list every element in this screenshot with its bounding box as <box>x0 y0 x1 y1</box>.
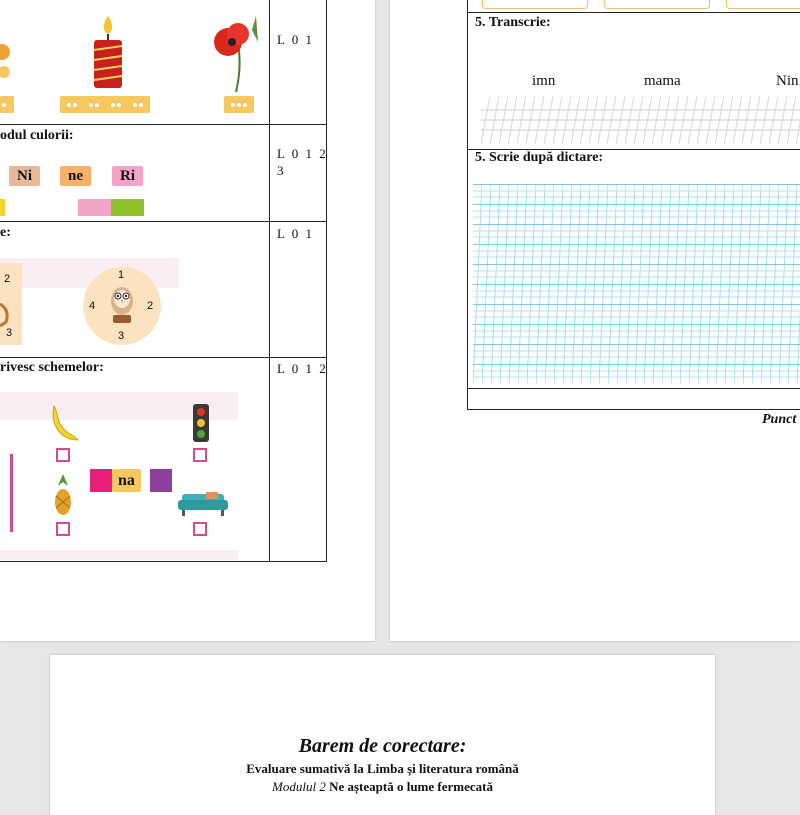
grading-title: Barem de corectare: <box>298 735 467 757</box>
partial-image-icon <box>0 30 14 80</box>
answer-box-2 <box>604 0 710 9</box>
checkbox-sofa[interactable] <box>193 522 207 536</box>
score-row-2-line-2: 3 <box>277 163 286 178</box>
transcribe-section <box>467 12 800 150</box>
handwriting-practice-lines-blue <box>473 184 800 384</box>
owl-partial-icon <box>0 300 14 330</box>
syllable-dots-poppy <box>224 96 254 113</box>
answer-box-3 <box>726 0 800 9</box>
module-title: Ne așteaptă o lume fermecată <box>329 779 493 794</box>
poppy-flower-icon <box>208 12 264 92</box>
checkbox-traffic-light[interactable] <box>193 448 207 462</box>
right-table-bottom-border <box>467 409 800 410</box>
word-imn: imn <box>532 73 556 89</box>
syllable-dots-candle <box>60 96 150 113</box>
row-4-title: rivesc schemelor: <box>0 360 104 375</box>
clock-face <box>83 267 161 345</box>
exercise-row-1 <box>0 0 327 125</box>
grading-subtitle: Evaluare sumativă la Limba și literatura română <box>246 761 519 776</box>
syllable-card-ne: ne <box>60 166 91 186</box>
clock-number-3: 3 <box>118 330 125 342</box>
dictation-title: 5. Scrie după dictare: <box>475 150 604 165</box>
grading-page <box>50 655 715 815</box>
grading-module-line <box>50 779 715 795</box>
traffic-light-icon <box>189 404 213 444</box>
dictation-section <box>467 148 800 389</box>
checkbox-banana[interactable] <box>56 448 70 462</box>
transcribe-title: 5. Transcrie: <box>475 15 551 30</box>
scheme-block-pink <box>90 469 112 492</box>
owl-icon <box>107 283 137 327</box>
clock-left-number-3: 3 <box>6 327 13 339</box>
color-bar-yellow <box>0 199 5 216</box>
scheme-pink-bar <box>10 454 13 532</box>
pineapple-icon <box>52 474 74 518</box>
syllable-card-ri: Ri <box>112 166 143 186</box>
clock-left-number-2: 2 <box>4 273 11 285</box>
syllable-card-ni: Ni <box>9 166 40 186</box>
banana-icon <box>48 404 80 444</box>
scheme-block-purple <box>150 469 172 492</box>
row-2-title: odul culorii: <box>0 128 74 143</box>
clock-number-4: 4 <box>89 300 96 312</box>
syllable-card-na: na <box>112 469 141 492</box>
color-bar-pink <box>78 199 111 216</box>
exercise-row-4 <box>0 357 327 562</box>
score-row-2 <box>277 145 328 179</box>
row-3-title: e: <box>0 225 11 240</box>
clock-number-1: 1 <box>118 269 125 281</box>
score-row-1: L 0 1 <box>277 32 314 47</box>
checkbox-pineapple[interactable] <box>56 522 70 536</box>
score-row-2-line-1: L 0 1 2 <box>277 146 328 161</box>
worksheet-page-left <box>0 0 375 641</box>
clock-number-2: 2 <box>147 300 154 312</box>
points-footer: Punct <box>762 412 797 427</box>
score-row-3: L 0 1 <box>277 226 314 241</box>
word-mama: mama <box>644 73 681 89</box>
word-nin: Nin <box>776 73 799 89</box>
color-bar-green <box>111 199 144 216</box>
sofa-icon <box>178 488 228 518</box>
candle-icon <box>88 14 128 90</box>
handwriting-practice-lines-gray <box>481 96 800 144</box>
scheme-strip-bottom <box>0 550 238 560</box>
score-row-4: L 0 1 2 <box>277 361 328 376</box>
module-number: Modulul 2 <box>272 779 326 794</box>
answer-box-1 <box>482 0 588 9</box>
syllable-dots-partial <box>0 96 14 113</box>
